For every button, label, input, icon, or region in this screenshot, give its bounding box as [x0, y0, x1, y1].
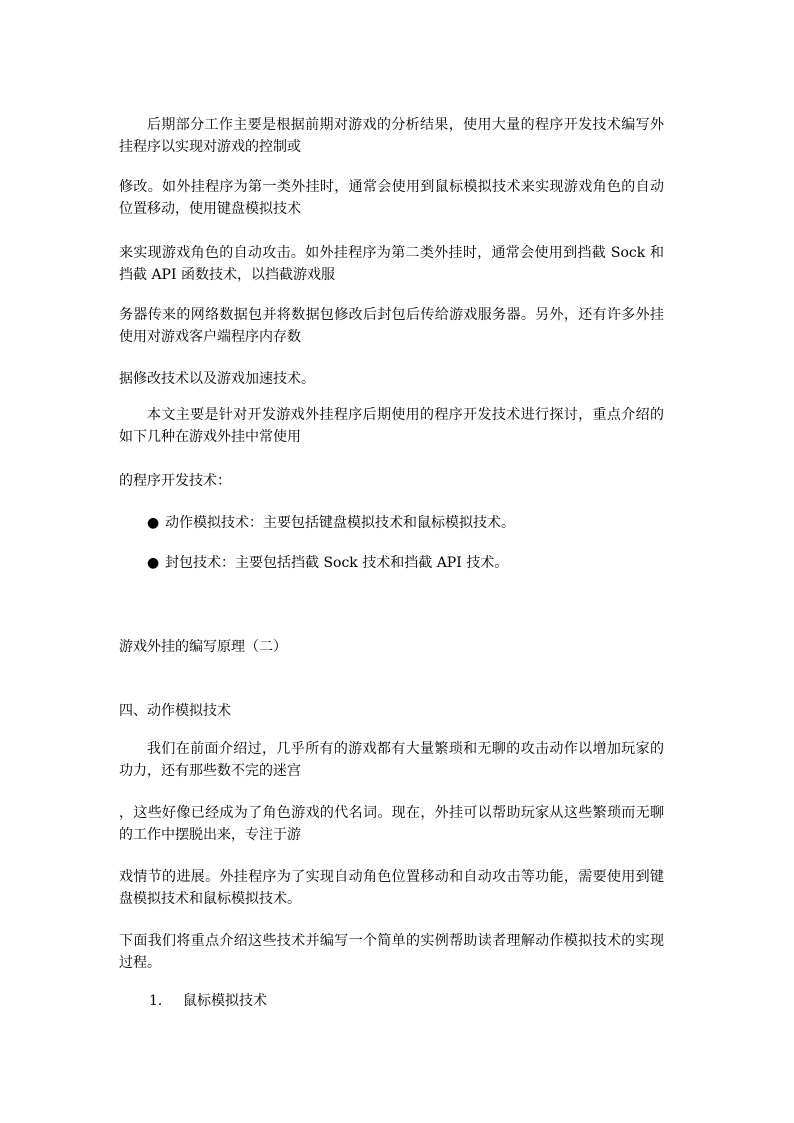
bullet-item-1 — [147, 512, 664, 534]
item-number: 1． — [149, 993, 172, 1009]
numbered-heading — [149, 990, 267, 1012]
paragraph-2: 修改。如外挂程序为第一类外挂时，通常会使用到鼠标模拟技术来实现游戏角色的自动位置移动，使用键盘模拟技术 — [119, 179, 664, 217]
paragraph-5: 据修改技术以及游戏加速技术。 — [119, 371, 315, 387]
item-label: 鼠标模拟技术 — [183, 993, 267, 1009]
paragraph-7: 的程序开发技术： — [119, 473, 231, 489]
bullet-item-2 — [147, 552, 664, 574]
paragraph-1: 后期部分工作主要是根据前期对游戏的分析结果，使用大量的程序开发技术编写外挂程序以实现对游戏的控制或 — [119, 117, 664, 155]
section-heading: 四、动作模拟技术 — [119, 703, 231, 719]
bullet-text: 动作模拟技术：主要包括键盘模拟技术和鼠标模拟技术。 — [165, 515, 515, 531]
paragraph-9: ，这些好像已经成为了角色游戏的代名词。现在，外挂可以帮助玩家从这些繁琐而无聊的工作中摆脱出来，专注于游 — [119, 805, 664, 843]
paragraph-10: 戏情节的进展。外挂程序为了实现自动角色位置移动和自动攻击等功能，需要使用到键盘模拟技术和鼠标模拟技术。 — [119, 869, 664, 907]
paragraph-11: 下面我们将重点介绍这些技术并编写一个简单的实例帮助读者理解动作模拟技术的实现过程。 — [119, 933, 664, 971]
bullet-dot-icon: ● — [147, 515, 160, 531]
paragraph-3: 来实现游戏角色的自动攻击。如外挂程序为第二类外挂时，通常会使用到挡截 Sock 和挡截 API 函数技术，以挡截游戏服 — [119, 245, 664, 283]
section-title: 游戏外挂的编写原理（二） — [119, 639, 287, 655]
paragraph-8: 我们在前面介绍过，几乎所有的游戏都有大量繁琐和无聊的攻击动作以增加玩家的功力，还有那些数不完的迷宫 — [119, 741, 664, 779]
bullet-dot-icon: ● — [147, 555, 160, 571]
paragraph-4: 务器传来的网络数据包并将数据包修改后封包后传给游戏服务器。另外，还有许多外挂使用对游戏客户端程序内存数 — [119, 307, 664, 345]
paragraph-6: 本文主要是针对开发游戏外挂程序后期使用的程序开发技术进行探讨，重点介绍的如下几种在游戏外挂中常使用 — [119, 407, 664, 445]
bullet-text: 封包技术：主要包括挡截 Sock 技术和挡截 API 技术。 — [165, 555, 509, 571]
